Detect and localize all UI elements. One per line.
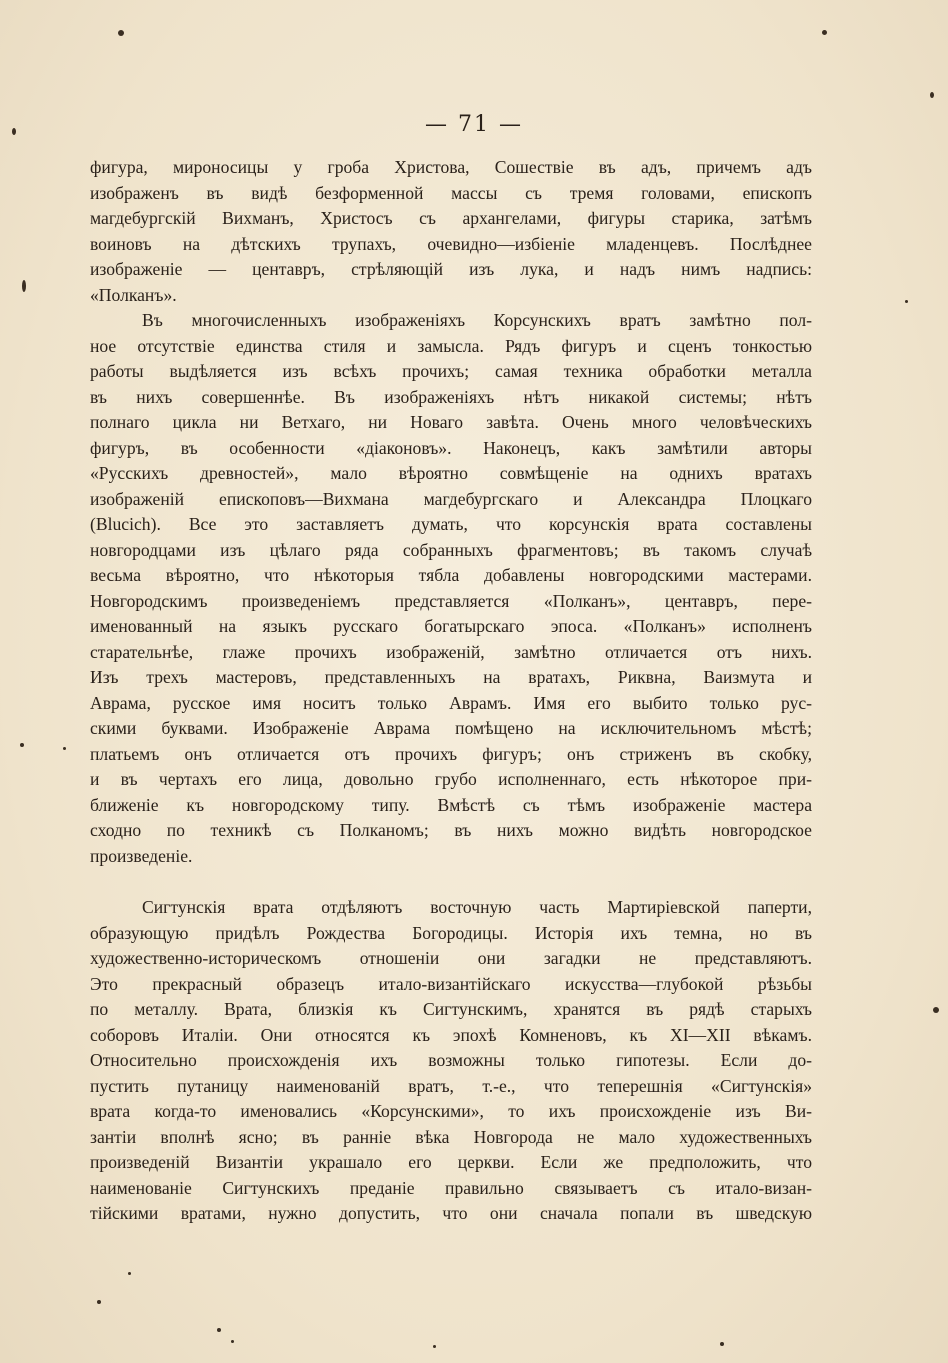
text-line: въ нихъ совершеннѣе. Въ изображеніяхъ нѣтъ никакой системы; нѣтъ xyxy=(90,386,812,407)
text-line: художественно-историческомъ отношеніи они загадки не представляютъ. xyxy=(90,948,812,968)
body-text xyxy=(90,155,812,1227)
text-line: пустить путаницу наименованій вратъ, т.-е., что теперешнія «Сигтунскія» xyxy=(90,1075,812,1096)
text-line: фигуръ, въ особенности «діаконовъ». Наконецъ, какъ замѣтили авторы xyxy=(90,437,812,458)
text-line: наименованіе Сигтунскихъ преданіе правильно связываетъ съ итало-визан- xyxy=(90,1177,812,1198)
foxing-spot xyxy=(63,747,66,750)
foxing-spot xyxy=(933,1007,939,1013)
text-line: полнаго цикла ни Ветхаго, ни Новаго завѣта. Очень много человѣческихъ xyxy=(90,412,812,432)
text-line: образующую придѣлъ Рождества Богородицы. Исторія ихъ темна, но въ xyxy=(90,922,812,943)
text-line: по металлу. Врата, близкія къ Сигтунскимъ, хранятся въ рядѣ старыхъ xyxy=(90,999,812,1019)
text-line: фигура, мироносицы у гроба Христова, Сошествіе въ адъ, причемъ адъ xyxy=(90,157,812,177)
text-line: Въ многочисленныхъ изображеніяхъ Корсунскихъ вратъ замѣтно пол- xyxy=(142,310,812,330)
text-line: старательнѣе, глаже прочихъ изображеній, замѣтно отличается отъ нихъ. xyxy=(90,641,812,662)
text-line: именованный на языкъ русскаго богатырскаго эпоса. «Полканъ» исполненъ xyxy=(90,616,812,636)
foxing-spot xyxy=(128,1272,131,1275)
text-line: работы выдѣляется изъ всѣхъ прочихъ; самая техника обработки металла xyxy=(90,361,812,381)
text-line: изображеній епископовъ—Вихмана магдебургскаго и Александра Плоцкаго xyxy=(90,488,812,509)
text-line: врата когда-то именовались «Корсунскими», то ихъ происхожденіе изъ Ви- xyxy=(90,1101,812,1121)
foxing-spot xyxy=(930,92,934,98)
paragraph-gap xyxy=(90,869,812,895)
text-line: Аврама, русское имя носитъ только Аврамъ. Имя его выбито только рус- xyxy=(90,692,812,713)
paragraph-2 xyxy=(90,308,812,869)
foxing-spot xyxy=(97,1300,101,1304)
foxing-spot xyxy=(822,30,827,35)
text-line: платьемъ онъ отличается отъ прочихъ фигуръ; онъ стриженъ въ скобку, xyxy=(90,743,812,764)
foxing-spot xyxy=(720,1342,724,1346)
text-line: Новгородскимъ произведеніемъ представляется «Полканъ», центавръ, пере- xyxy=(90,590,812,611)
text-line: произведеніе. xyxy=(90,845,193,866)
foxing-spot xyxy=(118,30,124,36)
text-line: Относительно происхожденія ихъ возможны только гипотезы. Если до- xyxy=(90,1050,812,1070)
foxing-spot xyxy=(217,1328,221,1332)
text-line: Это прекрасный образецъ итало-византійскаго искусства—глубокой рѣзьбы xyxy=(90,973,812,994)
text-line: произведеній Византіи украшало его церкви. Если же предположить, что xyxy=(90,1152,812,1172)
text-line: ное отсутствіе единства стиля и замысла. Рядъ фигуръ и сценъ тонкостью xyxy=(90,335,812,356)
foxing-spot xyxy=(20,743,24,747)
text-line: Изъ трехъ мастеровъ, представленныхъ на вратахъ, Риквна, Ваизмута и xyxy=(90,667,812,687)
foxing-spot xyxy=(22,280,26,292)
paragraph-3 xyxy=(90,895,812,1227)
text-line: магдебургскій Вихманъ, Христосъ съ архангелами, фигуры старика, затѣмъ xyxy=(90,208,812,228)
text-line: скими буквами. Изображеніе Аврама помѣщено на исключительномъ мѣстѣ; xyxy=(90,718,812,738)
foxing-spot xyxy=(231,1340,234,1343)
text-line: сходно по техникѣ съ Полканомъ; въ нихъ можно видѣть новгородское xyxy=(90,820,812,840)
text-line: и въ чертахъ его лица, довольно грубо исполненнаго, есть нѣкоторое при- xyxy=(90,769,812,789)
text-line: изображенъ въ видѣ безформенной массы съ тремя головами, епископъ xyxy=(90,182,812,203)
text-line: «Русскихъ древностей», мало вѣроятно совмѣщеніе на однихъ вратахъ xyxy=(90,463,812,483)
text-line: зантіи вполнѣ ясно; въ ранніе вѣка Новгорода не мало художественныхъ xyxy=(90,1126,812,1147)
text-line: ближеніе къ новгородскому типу. Вмѣстѣ съ тѣмъ изображеніе мастера xyxy=(90,794,812,815)
foxing-spot xyxy=(905,300,908,303)
text-line: воиновъ на дѣтскихъ трупахъ, очевидно—избіеніе младенцевъ. Послѣднее xyxy=(90,233,812,254)
page-number: — 71 — xyxy=(425,112,523,137)
text-line: весьма вѣроятно, что нѣкоторыя тябла добавлены новгородскими мастерами. xyxy=(90,565,812,585)
text-line: изображеніе — центавръ, стрѣляющій изъ лука, и надъ нимъ надпись: xyxy=(90,259,812,279)
text-line: тійскими вратами, нужно допустить, что они сначала попали въ шведскую xyxy=(90,1203,812,1223)
text-line: Сигтунскія врата отдѣляютъ восточную часть Мартиріевской паперти, xyxy=(142,897,812,917)
text-line: новгородцами изъ цѣлаго ряда собранныхъ фрагментовъ; въ такомъ случаѣ xyxy=(90,539,812,560)
text-line: «Полканъ». xyxy=(90,284,177,305)
paragraph-1 xyxy=(90,155,812,308)
text-line: (Blucich). Все это заставляетъ думать, что корсунскія врата составлены xyxy=(90,514,812,534)
foxing-spot xyxy=(433,1345,436,1348)
text-line: соборовъ Италіи. Они относятся къ эпохѣ Комненовъ, къ XI—XII вѣкамъ. xyxy=(90,1024,812,1045)
